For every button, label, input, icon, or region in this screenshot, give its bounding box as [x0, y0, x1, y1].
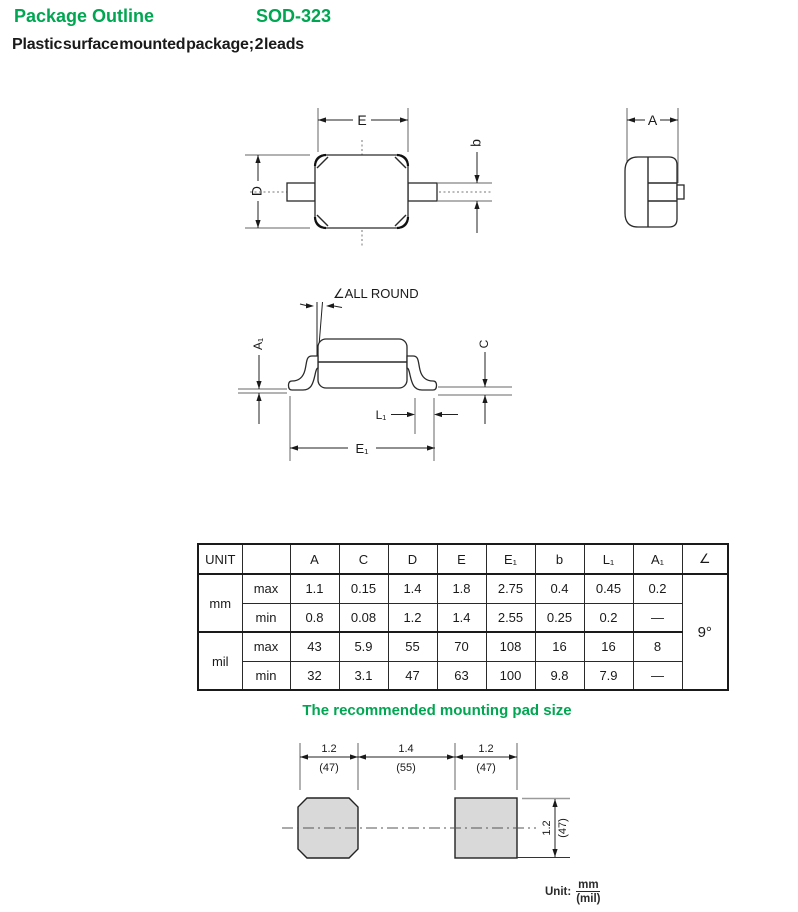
pad-height-dimension [517, 799, 570, 858]
value-cell: — [633, 603, 682, 632]
value-cell: 1.4 [437, 603, 486, 632]
table-row-mil-max [198, 632, 728, 661]
lead-left [287, 183, 315, 201]
value-cell: 47 [388, 661, 437, 690]
page-subtitle: Plastic surface mounted package; 2 leads [12, 36, 304, 53]
dim-label-a1: A₁ [251, 337, 266, 351]
dim-left-mil: (47) [319, 762, 339, 774]
angle-note-label: ∠ALL ROUND [333, 286, 419, 301]
header-a1: A₁ [633, 544, 682, 574]
dim-height-mm: 1.2 [540, 820, 553, 836]
value-cell: 8 [633, 632, 682, 661]
value-cell: 1.1 [290, 574, 339, 603]
header-c: C [339, 544, 388, 574]
unit-denominator: (mil) [576, 893, 601, 906]
value-cell: 100 [486, 661, 535, 690]
value-cell: 16 [584, 632, 633, 661]
table-row-mil-min [198, 661, 728, 690]
dim-label-a: A [647, 112, 658, 128]
value-cell: — [633, 661, 682, 690]
gullwing-lead-right [407, 356, 437, 390]
value-cell: 0.15 [339, 574, 388, 603]
header-angle: ∠ [682, 544, 728, 574]
dim-height-mil: (47) [556, 818, 569, 838]
value-cell: 70 [437, 632, 486, 661]
limit-cell: min [242, 661, 290, 690]
value-cell: 108 [486, 632, 535, 661]
package-body-front [318, 339, 407, 388]
limit-cell: max [242, 574, 290, 603]
pad-width-dimension-right [455, 743, 517, 774]
value-cell: 55 [388, 632, 437, 661]
unit-mil-cell: mil [198, 632, 242, 690]
header-e1: E₁ [486, 544, 535, 574]
value-cell: 5.9 [339, 632, 388, 661]
value-cell: 9.8 [535, 661, 584, 690]
value-cell: 0.45 [584, 574, 633, 603]
value-cell: 43 [290, 632, 339, 661]
value-cell: 0.08 [339, 603, 388, 632]
angle-value-cell: 9° [682, 574, 728, 690]
dim-mid-mil: (55) [396, 762, 416, 774]
value-cell: 0.2 [633, 574, 682, 603]
value-cell: 1.4 [388, 574, 437, 603]
value-cell: 16 [535, 632, 584, 661]
package-body-side [625, 157, 677, 227]
dim-label-e1: E₁ [355, 441, 369, 456]
unit-numerator: mm [578, 879, 599, 891]
dim-label-e: E [357, 112, 367, 128]
value-cell: 2.55 [486, 603, 535, 632]
dimension-e [318, 108, 408, 152]
value-cell: 7.9 [584, 661, 633, 690]
lead-right [408, 183, 437, 201]
value-cell: 32 [290, 661, 339, 690]
value-cell: 1.2 [388, 603, 437, 632]
unit-fraction [576, 879, 600, 905]
dimension-c [477, 339, 491, 424]
value-cell: 0.25 [535, 603, 584, 632]
pad-width-dimension-left [300, 743, 358, 774]
limit-cell: max [242, 632, 290, 661]
dimensions-table [197, 543, 729, 691]
dim-right-mm: 1.2 [478, 743, 494, 755]
value-cell: 0.8 [290, 603, 339, 632]
mounting-pad-heading: The recommended mounting pad size [302, 702, 572, 719]
unit-label: Unit: [545, 886, 572, 899]
dim-label-b: b [467, 139, 484, 147]
dim-label-l1: L₁ [375, 408, 387, 422]
value-cell: 0.4 [535, 574, 584, 603]
dim-right-mil: (47) [476, 762, 496, 774]
dimension-l1 [376, 398, 458, 461]
limit-cell: min [242, 603, 290, 632]
header-b: b [535, 544, 584, 574]
dimension-a1 [251, 338, 265, 424]
unit-note [545, 879, 600, 905]
front-view-drawing [230, 278, 520, 473]
dim-label-d: D [248, 185, 265, 197]
page-title: Package Outline [14, 6, 155, 26]
package-body [315, 155, 408, 228]
dimension-e1 [290, 396, 435, 461]
unit-mm-cell: mm [198, 574, 242, 632]
top-view-drawing [230, 95, 510, 260]
value-cell: 3.1 [339, 661, 388, 690]
dim-left-mm: 1.2 [321, 743, 337, 755]
header-unit: UNIT [198, 544, 242, 574]
value-cell: 1.8 [437, 574, 486, 603]
side-view-drawing [600, 95, 710, 260]
dimension-b [437, 139, 492, 233]
value-cell: 2.75 [486, 574, 535, 603]
table-row-mm-max [198, 574, 728, 603]
header-a: A [290, 544, 339, 574]
table-header-row [198, 544, 728, 574]
table-row-mm-min [198, 603, 728, 632]
header-e: E [437, 544, 486, 574]
gullwing-lead-left [289, 356, 319, 390]
pad-gap-dimension [358, 743, 455, 774]
dim-label-c: C [477, 339, 492, 349]
value-cell: 0.2 [584, 603, 633, 632]
header-limit [242, 544, 290, 574]
dim-mid-mm: 1.4 [398, 743, 414, 755]
package-code: SOD-323 [256, 6, 332, 26]
header-d: D [388, 544, 437, 574]
header-l1: L₁ [584, 544, 633, 574]
mounting-pad-drawing [280, 735, 610, 895]
value-cell: 63 [437, 661, 486, 690]
